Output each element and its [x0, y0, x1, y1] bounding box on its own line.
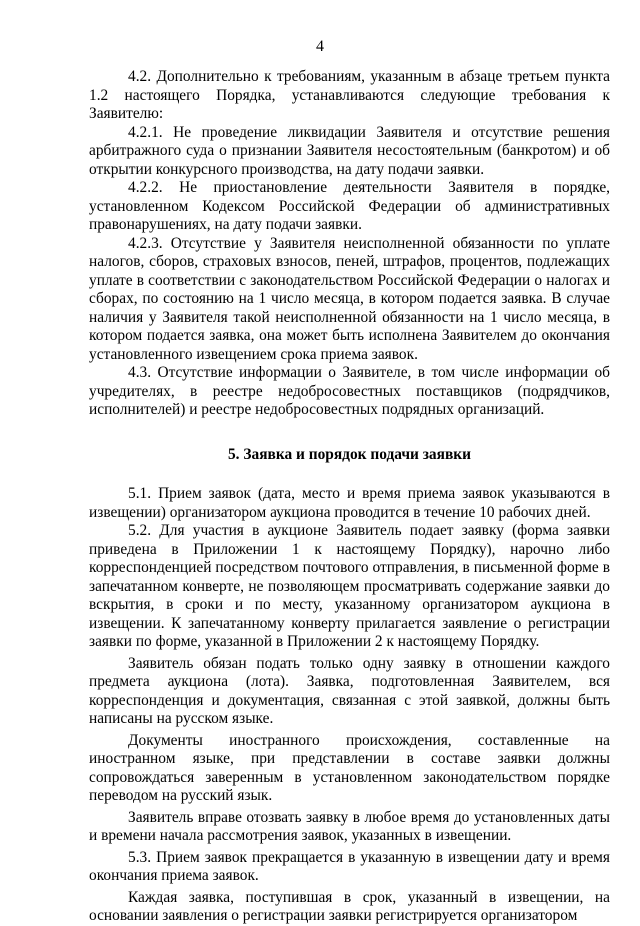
section-heading: 5. Заявка и порядок подачи заявки	[227, 445, 472, 463]
paragraph-withdrawal: Заявитель вправе отозвать заявку в любое время до установленных даты и времени начала рассмотрения заявок, указанных в извещении.	[89, 808, 610, 844]
paragraph-5-2: 5.2. Для участия в аукционе Заявитель подает заявку (форма заявки приведена в Приложении 1 к настоящему Порядку), нарочно либо корреспонденцией посредством почтового отправления, в письменной форме в запечатанном конверте, не позволяющем просматривать содержание заявки до вскрытия, в сроки и по месту, указанному организатором аукциона в извещении. К запечатанному конверту прилагается заявление о регистрации заявки по форме, указанной в Приложении 2 к настоящему Порядку.	[89, 522, 610, 650]
paragraph-5-3: 5.3. Прием заявок прекращается в указанную в извещении дату и время окончания приема заявок.	[89, 848, 610, 884]
paragraph-registration: Каждая заявка, поступившая в срок, указанный в извещении, на основании заявления о регистрации заявки регистрируется организатором	[89, 888, 610, 924]
paragraph-foreign-documents: Документы иностранного происхождения, составленные на иностранном языке, при представлении в составе заявки должны сопровождаться заверенным в установленном законодательством порядке переводом на русский язык.	[89, 731, 610, 804]
paragraph-4-2-2: 4.2.2. Не приостановление деятельности Заявителя в порядке, установленном Кодексом Российской Федерации об административных правонарушениях, на дату подачи заявки.	[89, 179, 610, 233]
paragraph-4-2: 4.2. Дополнительно к требованиям, указанным в абзаце третьем пункта 1.2 настоящего Порядка, устанавливаются следующие требования к Заявителю:	[89, 68, 610, 122]
paragraph-4-2-3: 4.2.3. Отсутствие у Заявителя неисполненной обязанности по уплате налогов, сборов, страховых взносов, пеней, штрафов, процентов, подлежащих уплате в соответствии с законодательством Российской Федерации о налогах и сборах, по состоянию на 1 число месяца, в котором подается заявка. В случае наличия у Заявителя такой неисполненной обязанности на 1 число месяца, в котором подается заявка, она может быть исполнена Заявителем до окончания установленного извещением срока приема заявок.	[89, 234, 610, 363]
paragraph-4-3: 4.3. Отсутствие информации о Заявителе, в том числе информации об учредителях, в реестре недобросовестных поставщиков (подрядчиков, исполнителей) и реестре недобросовестных подрядных организаций.	[89, 364, 610, 418]
document-body	[89, 68, 610, 926]
paragraph-5-1: 5.1. Прием заявок (дата, место и время приема заявок указываются в извещении) организатором аукциона проводится в течение 10 рабочих дней.	[89, 485, 610, 521]
paragraph-single-application: Заявитель обязан подать только одну заявку в отношении каждого предмета аукциона (лота). Заявка, подготовленная Заявителем, вся корреспонденция и документация, связанная с этой заявкой, должны быть написаны на русском языке.	[89, 654, 610, 727]
paragraph-4-2-1: 4.2.1. Не проведение ликвидации Заявителя и отсутствие решения арбитражного суда о признании Заявителя несостоятельным (банкротом) и об открытии конкурсного производства, на дату подачи заявки.	[89, 123, 610, 178]
page-number: 4	[316, 38, 324, 55]
